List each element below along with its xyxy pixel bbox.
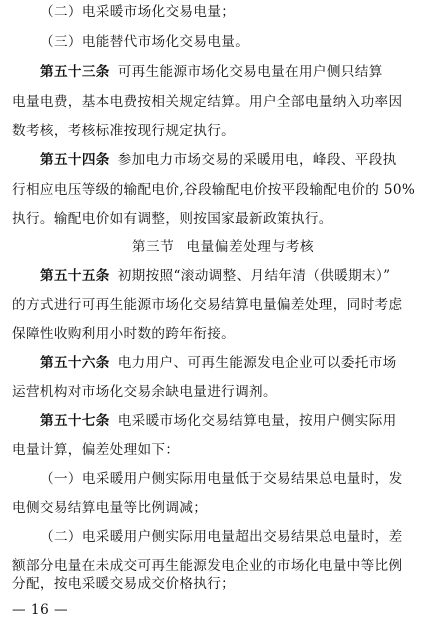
article-number: 第五十五条 xyxy=(40,268,110,284)
list-item xyxy=(40,469,432,489)
list-item xyxy=(40,2,432,22)
paragraph-line xyxy=(12,92,432,112)
article-number: 第五十四条 xyxy=(40,152,110,168)
paragraph-line xyxy=(12,498,432,518)
paragraph-text: 可再生能源市场化交易电量在用户侧只结算 xyxy=(117,64,383,80)
paragraph-text: 行相应电压等级的输配电价,谷段输配电价按平段输配电价的 50% xyxy=(12,182,416,198)
paragraph-text: 电采暖市场化交易结算电量，按用户侧实际用 xyxy=(117,413,397,429)
page-number: — 16 — xyxy=(12,602,69,618)
paragraph-text: 初期按照“滚动调整、月结年清（供暖期末）” xyxy=(117,268,391,284)
article-56-first-line xyxy=(40,353,432,373)
paragraph-line xyxy=(12,180,432,200)
paragraph-line xyxy=(12,440,432,460)
article-number: 第五十七条 xyxy=(40,413,110,429)
paragraph-text: 保障性收购利用小时数的跨年衔接。 xyxy=(12,326,236,342)
paragraph-text: 运营机构对市场化交易余缺电量进行调剂。 xyxy=(12,384,277,400)
paragraph-text: 的方式进行可再生能源市场化交易结算电量偏差处理，同时考虑 xyxy=(12,297,403,313)
paragraph-line xyxy=(12,574,432,594)
paragraph-line xyxy=(12,324,432,344)
section-number: 第三节 xyxy=(131,239,175,255)
article-number: 第五十三条 xyxy=(40,64,110,80)
paragraph-line xyxy=(12,209,432,229)
paragraph-line xyxy=(12,556,432,576)
list-item-text: （三）电能替代市场化交易电量。 xyxy=(40,34,250,50)
list-item xyxy=(40,32,432,52)
section-name: 电量偏差处理与考核 xyxy=(186,239,315,255)
paragraph-text: 分配，按电采暖交易成交价格执行； xyxy=(12,576,236,592)
list-item-text: （一）电采暖用户侧实际用电量低于交易结果总电量时，发 xyxy=(40,471,403,487)
paragraph-text: 额部分电量在未成交可再生能源发电企业的市场化电量中等比例 xyxy=(12,558,403,574)
article-53-first-line xyxy=(40,62,432,82)
paragraph-text: 电量电费，基本电费按相关规定结算。用户全部电量纳入功率因 xyxy=(12,94,403,110)
paragraph-line xyxy=(12,382,432,402)
paragraph-text: 参加电力市场交易的采暖用电，峰段、平段执 xyxy=(117,152,397,168)
paragraph-text: 电力用户、可再生能源发电企业可以委托市场 xyxy=(117,355,397,371)
paragraph-line xyxy=(12,295,432,315)
paragraph-text: 电量计算，偏差处理如下： xyxy=(12,442,180,458)
list-item-text: （二）电采暖用户侧实际用电量超出交易结果总电量时，差 xyxy=(40,529,403,545)
article-55-first-line xyxy=(40,266,432,286)
article-54-first-line xyxy=(40,150,432,170)
paragraph-text: 数考核，考核标准按现行规定执行。 xyxy=(12,123,236,139)
article-number: 第五十六条 xyxy=(40,355,110,371)
list-item-text: （二）电采暖市场化交易电量； xyxy=(40,4,236,20)
paragraph-text: 电侧交易结算电量等比例调减； xyxy=(12,500,208,516)
paragraph-line xyxy=(12,121,432,141)
list-item xyxy=(40,527,432,547)
section-heading xyxy=(0,237,446,257)
article-57-first-line xyxy=(40,411,432,431)
paragraph-text: 执行。输配电价如有调整，则按国家最新政策执行。 xyxy=(12,211,333,227)
